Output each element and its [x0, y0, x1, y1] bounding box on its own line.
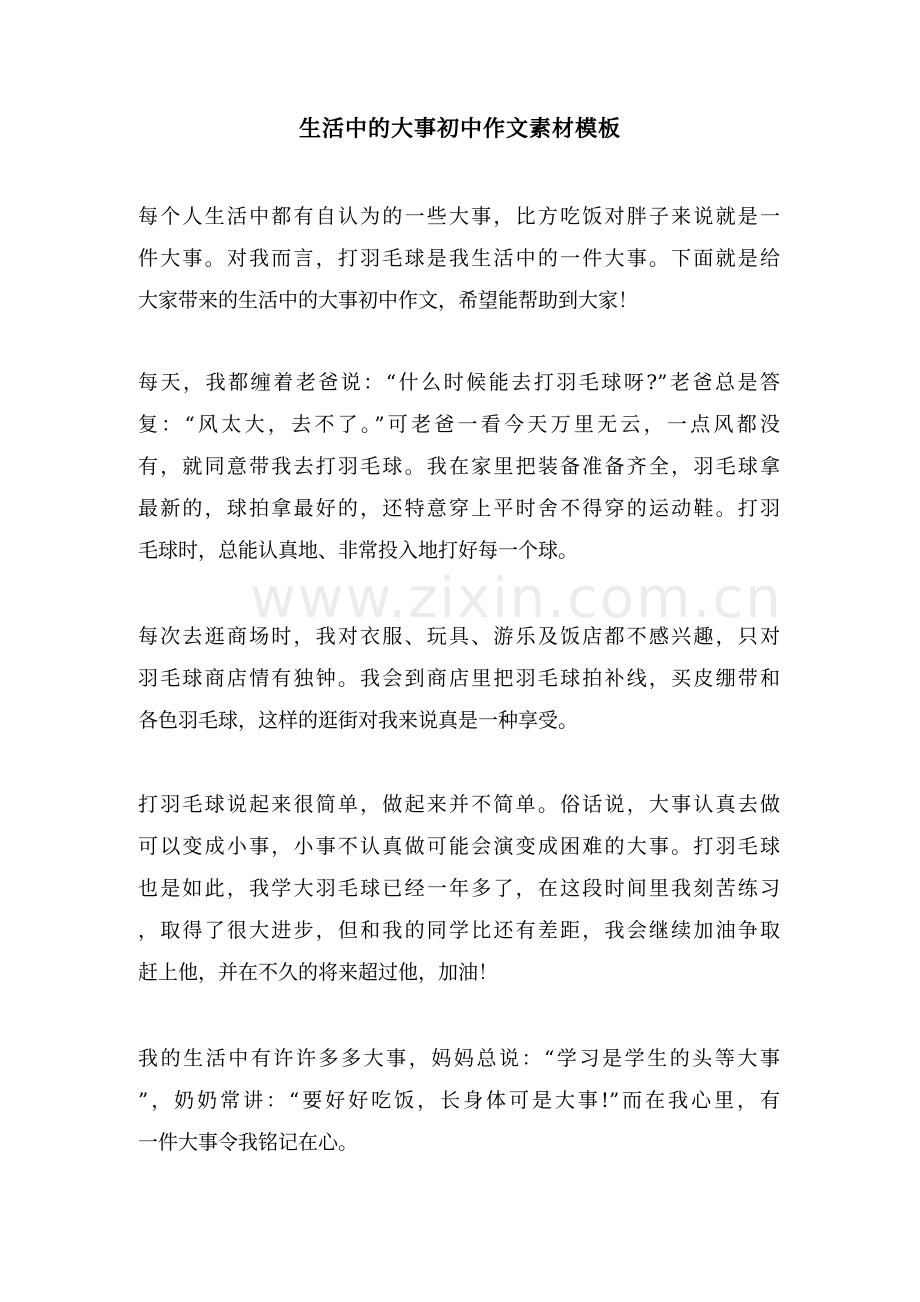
paragraph-line: 打羽毛球说起来很简单，做起来并不简单。俗话说，大事认真去做: [138, 792, 780, 816]
paragraph-line: 一件大事令我铭记在心。: [138, 1130, 358, 1154]
paragraph-line: 每个人生活中都有自认为的一些大事，比方吃饭对胖子来说就是一: [138, 204, 780, 228]
paragraph-line: ，取得了很大进步，但和我的同学比还有差距，我会继续加油争取: [138, 918, 780, 942]
document-title: 生活中的大事初中作文素材模板: [298, 116, 621, 142]
paragraph-line: ”，奶奶常讲：“要好好吃饭，长身体可是大事!”而在我心里，有: [138, 1088, 780, 1112]
paragraph-line: 羽毛球商店情有独钟。我会到商店里把羽毛球拍补线，买皮绷带和: [138, 666, 780, 690]
paragraph-line: 有，就同意带我去打羽毛球。我在家里把装备准备齐全，羽毛球拿: [138, 454, 780, 478]
paragraph-line: 我的生活中有许许多多大事，妈妈总说：“学习是学生的头等大事: [138, 1046, 780, 1070]
paragraph-line: 赶上他，并在不久的将来超过他，加油！: [138, 960, 498, 984]
watermark-text: www.zixin.com.cn: [250, 566, 783, 631]
paragraph-line: 件大事。对我而言，打羽毛球是我生活中的一件大事。下面就是给: [138, 246, 780, 270]
paragraph-line: 各色羽毛球，这样的逛街对我来说真是一种享受。: [138, 708, 578, 732]
paragraph-line: 每次去逛商场时，我对衣服、玩具、游乐及饭店都不感兴趣，只对: [138, 624, 780, 648]
paragraph-daily-request: [138, 361, 780, 571]
paragraph-line: 最新的，球拍拿最好的，还特意穿上平时舍不得穿的运动鞋。打羽: [138, 496, 780, 520]
paragraph-line: 毛球时，总能认真地、非常投入地打好每一个球。: [138, 538, 578, 562]
paragraph-shopping: [138, 615, 780, 741]
paragraph-practice: [138, 783, 780, 993]
paragraph-intro: [138, 195, 780, 321]
paragraph-line: 也是如此，我学大羽毛球已经一年多了，在这段时间里我刻苦练习: [138, 876, 780, 900]
paragraph-family: [138, 1037, 780, 1163]
paragraph-line: 大家带来的生活中的大事初中作文，希望能帮助到大家！: [138, 288, 638, 312]
paragraph-line: 每天，我都缠着老爸说：“什么时候能去打羽毛球呀?”老爸总是答: [138, 370, 780, 394]
paragraph-line: 复：“风太大，去不了。”可老爸一看今天万里无云，一点风都没: [138, 412, 780, 436]
paragraph-line: 可以变成小事，小事不认真做可能会演变成困难的大事。打羽毛球: [138, 834, 780, 858]
